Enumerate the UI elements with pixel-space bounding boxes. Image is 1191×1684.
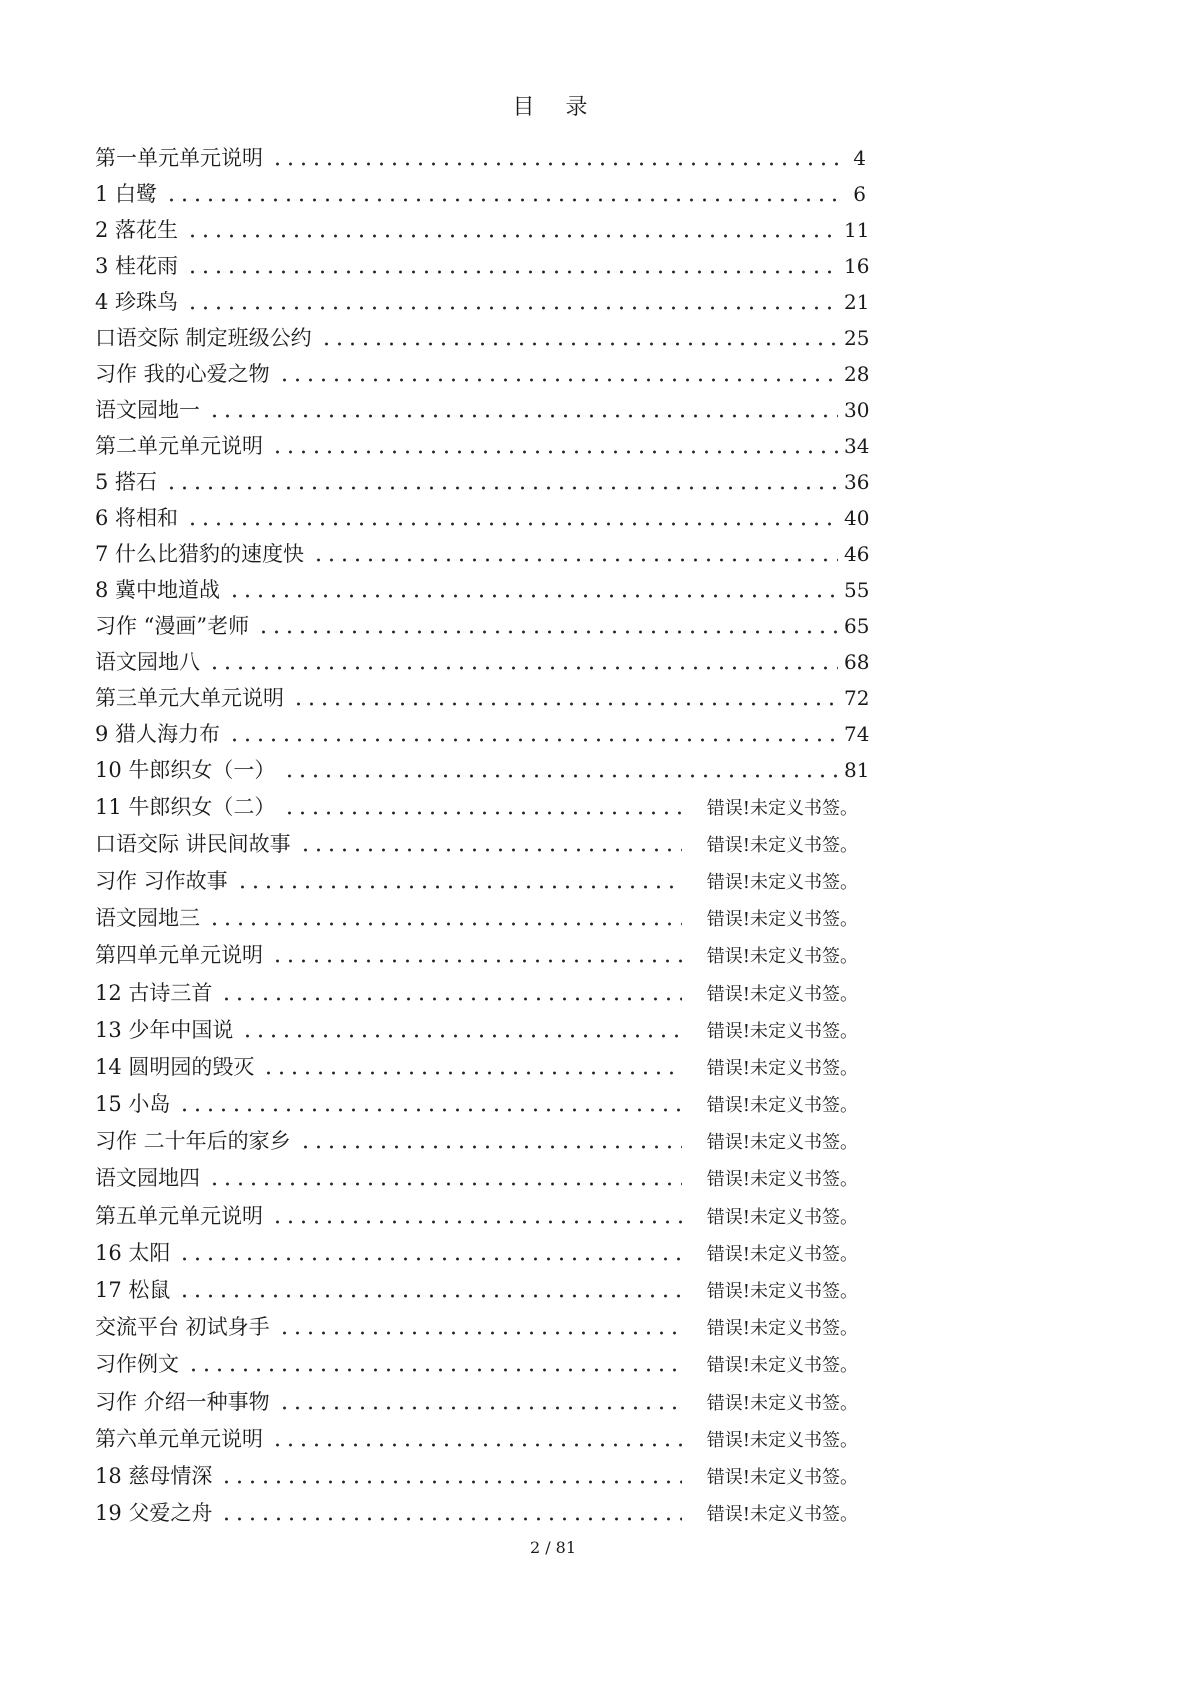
toc-entry-page-error: 错误!未定义书签。 <box>706 1057 858 1079</box>
dot-leader <box>178 1108 681 1112</box>
dot-leader <box>241 1034 681 1038</box>
toc-entry-title: 3 桂花雨 <box>95 254 179 278</box>
toc-entry-page: 72 <box>844 686 870 710</box>
toc-entry-page: 68 <box>844 650 870 674</box>
toc-entry-page: 65 <box>844 614 870 638</box>
toc-entry[interactable] <box>95 937 866 974</box>
toc-entry-page: 6 <box>853 182 866 206</box>
dot-leader <box>208 414 838 418</box>
toc-entry-title: 1 白鹭 <box>95 182 158 206</box>
toc-entry[interactable] <box>95 974 866 1011</box>
dot-leader <box>220 997 681 1001</box>
toc-entry[interactable] <box>95 464 870 500</box>
dot-leader <box>186 234 838 238</box>
dot-leader <box>208 666 838 670</box>
toc-entry-title: 第二单元单元说明 <box>95 434 263 458</box>
dot-leader <box>186 306 838 310</box>
toc-entry[interactable] <box>95 1346 866 1383</box>
toc-entry-page-error: 错误!未定义书签。 <box>706 1243 858 1265</box>
toc-entry-title: 16 太阳 <box>95 1240 171 1265</box>
dot-leader <box>271 450 838 454</box>
toc-entry-title: 11 牛郎织女（二） <box>95 794 276 819</box>
toc-entry-title: 6 将相和 <box>95 506 179 530</box>
toc-entry-title: 习作例文 <box>95 1352 179 1377</box>
toc-entry-title: 2 落花生 <box>95 218 179 242</box>
toc-entry[interactable] <box>95 500 870 536</box>
dot-leader <box>257 630 838 634</box>
toc-entry-page: 81 <box>844 758 870 782</box>
dot-leader <box>220 1517 681 1521</box>
toc-entry-page-error: 错误!未定义书签。 <box>706 946 858 968</box>
toc-entry-page: 34 <box>844 434 870 458</box>
toc-entry-title: 语文园地三 <box>95 906 200 931</box>
toc-entry-page: 25 <box>844 326 870 350</box>
dot-leader <box>187 1368 682 1372</box>
dot-leader <box>228 738 838 742</box>
toc-entry[interactable] <box>95 1048 866 1085</box>
toc-entry[interactable] <box>95 1234 866 1271</box>
dot-leader <box>320 342 838 346</box>
dot-leader <box>299 1145 682 1149</box>
dot-leader <box>186 270 838 274</box>
toc-entry-title: 15 小岛 <box>95 1092 171 1117</box>
toc-entry[interactable] <box>95 1086 866 1123</box>
dot-leader <box>278 1406 682 1410</box>
toc-entry-title: 口语交际 制定班级公约 <box>95 326 312 350</box>
dot-leader <box>271 1220 682 1224</box>
toc-entry-page: 74 <box>844 722 870 746</box>
dot-leader <box>178 1257 681 1261</box>
dot-leader <box>165 486 838 490</box>
toc-entry-page-error: 错误!未定义书签。 <box>706 1392 858 1414</box>
toc-entry-title: 19 父爱之舟 <box>95 1501 213 1526</box>
toc-entry-title: 习作 二十年后的家乡 <box>95 1129 291 1154</box>
dot-leader <box>271 162 838 166</box>
toc-entry[interactable] <box>95 1123 866 1160</box>
dot-leader <box>208 1182 682 1186</box>
toc-entry[interactable] <box>95 644 870 680</box>
toc-entry-page: 40 <box>844 506 870 530</box>
toc-entry[interactable] <box>95 1457 866 1494</box>
toc-entry-page-error: 错误!未定义书签。 <box>706 797 858 819</box>
toc-entry[interactable] <box>95 536 870 572</box>
toc-entry-title: 第三单元大单元说明 <box>95 686 284 710</box>
toc-entry-page-error: 错误!未定义书签。 <box>706 1429 858 1451</box>
dot-leader <box>186 522 838 526</box>
toc-entry-title: 第一单元单元说明 <box>95 146 263 170</box>
toc-entry[interactable] <box>95 176 866 212</box>
toc-entry-title: 17 松鼠 <box>95 1278 171 1303</box>
toc-entry[interactable] <box>95 572 870 608</box>
dot-leader <box>165 198 838 202</box>
toc-entry[interactable] <box>95 428 870 464</box>
toc-entry-page: 36 <box>844 470 870 494</box>
dot-leader <box>299 848 682 852</box>
toc-entry-page-error: 错误!未定义书签。 <box>706 1281 858 1303</box>
dot-leader <box>283 774 838 778</box>
toc-entry[interactable] <box>95 900 866 937</box>
toc-entry[interactable] <box>95 284 870 320</box>
toc-entry-page: 21 <box>844 290 870 314</box>
dot-leader <box>271 959 682 963</box>
toc-entry-title: 7 什么比猎豹的速度快 <box>95 542 305 566</box>
dot-leader <box>278 1331 682 1335</box>
toc-entry-page: 16 <box>844 254 870 278</box>
toc-entry[interactable] <box>95 1309 866 1346</box>
toc-entry-title: 语文园地一 <box>95 398 200 422</box>
toc-title: 目 录 <box>512 95 600 120</box>
dot-leader <box>312 558 838 562</box>
toc-entry-page-error: 错误!未定义书签。 <box>706 1355 858 1377</box>
toc-entry-title: 第六单元单元说明 <box>95 1426 263 1451</box>
toc-entry-title: 第五单元单元说明 <box>95 1203 263 1228</box>
toc-entry[interactable] <box>95 1160 866 1197</box>
toc-entry-page-error: 错误!未定义书签。 <box>706 1318 858 1340</box>
dot-leader <box>208 922 682 926</box>
toc-entry-page: 46 <box>844 542 870 566</box>
dot-leader <box>228 594 838 598</box>
toc-entry-page-error: 错误!未定义书签。 <box>706 1206 858 1228</box>
toc-entry[interactable] <box>95 248 870 284</box>
toc-entry[interactable] <box>95 608 870 644</box>
toc-entry[interactable] <box>95 752 870 788</box>
toc-entry-title: 第四单元单元说明 <box>95 943 263 968</box>
toc-entry[interactable] <box>95 392 870 428</box>
toc-entry-title: 10 牛郎织女（一） <box>95 758 276 782</box>
toc-entry-title: 13 少年中国说 <box>95 1017 234 1042</box>
toc-entry-title: 习作 我的心爱之物 <box>95 362 270 386</box>
dot-leader <box>178 1294 681 1298</box>
dot-leader <box>278 378 838 382</box>
toc-entry-page-error: 错误!未定义书签。 <box>706 1095 858 1117</box>
toc-entry-page-error: 错误!未定义书签。 <box>706 871 858 893</box>
toc-entry[interactable] <box>95 716 870 752</box>
toc-entry-page: 4 <box>853 146 866 170</box>
dot-leader <box>220 1480 681 1484</box>
toc-entry-title: 12 古诗三首 <box>95 980 213 1005</box>
dot-leader <box>271 1443 682 1447</box>
toc-entry-title: 习作 习作故事 <box>95 868 228 893</box>
toc-entry-title: 习作 介绍一种事物 <box>95 1389 270 1414</box>
toc-entry[interactable] <box>95 1197 866 1234</box>
toc-entry-page: 55 <box>844 578 870 602</box>
toc-entry-title: 交流平台 初试身手 <box>95 1315 270 1340</box>
toc-entry[interactable] <box>95 1420 866 1457</box>
toc-entry-title: 口语交际 讲民间故事 <box>95 831 291 856</box>
toc-entry[interactable] <box>95 1011 866 1048</box>
dot-leader <box>283 811 681 815</box>
toc-entry[interactable] <box>95 862 866 899</box>
toc-entry-page-error: 错误!未定义书签。 <box>706 983 858 1005</box>
toc-entry-title: 习作 “漫画”老师 <box>95 614 250 638</box>
toc-entry[interactable] <box>95 788 866 825</box>
toc-entry-page-error: 错误!未定义书签。 <box>706 1020 858 1042</box>
toc-entry-page-error: 错误!未定义书签。 <box>706 834 858 856</box>
toc-entry[interactable] <box>95 140 866 176</box>
dot-leader <box>292 702 838 706</box>
toc-entry-title: 8 冀中地道战 <box>95 578 221 602</box>
toc-entry[interactable] <box>95 320 870 356</box>
toc-entry[interactable] <box>95 680 870 716</box>
dot-leader <box>236 885 682 889</box>
toc-entry-title: 4 珍珠鸟 <box>95 290 179 314</box>
toc-entry-title: 5 搭石 <box>95 470 158 494</box>
toc-entry[interactable] <box>95 212 870 248</box>
toc-entry[interactable] <box>95 1271 866 1308</box>
toc-entry-page-error: 错误!未定义书签。 <box>706 1132 858 1154</box>
toc-entry-page-error: 错误!未定义书签。 <box>706 1169 858 1191</box>
page-number-footer: 2 / 81 <box>529 1538 577 1557</box>
toc-entry-page-error: 错误!未定义书签。 <box>706 1504 858 1526</box>
toc-entry-title: 语文园地四 <box>95 1166 200 1191</box>
toc-entry-page-error: 错误!未定义书签。 <box>706 909 858 931</box>
dot-leader <box>262 1071 681 1075</box>
toc-entry-title: 18 慈母情深 <box>95 1463 213 1488</box>
toc-entry-page: 28 <box>844 362 870 386</box>
table-of-contents <box>95 140 870 1532</box>
toc-entry[interactable] <box>95 1495 866 1532</box>
toc-entry[interactable] <box>95 356 870 392</box>
toc-entry-title: 14 圆明园的毁灭 <box>95 1054 255 1079</box>
toc-entry-page-error: 错误!未定义书签。 <box>706 1466 858 1488</box>
toc-entry[interactable] <box>95 825 866 862</box>
toc-entry-title: 语文园地八 <box>95 650 200 674</box>
toc-entry-page: 11 <box>844 218 870 242</box>
toc-entry-page: 30 <box>844 398 870 422</box>
toc-entry-title: 9 猎人海力布 <box>95 722 221 746</box>
toc-entry[interactable] <box>95 1383 866 1420</box>
